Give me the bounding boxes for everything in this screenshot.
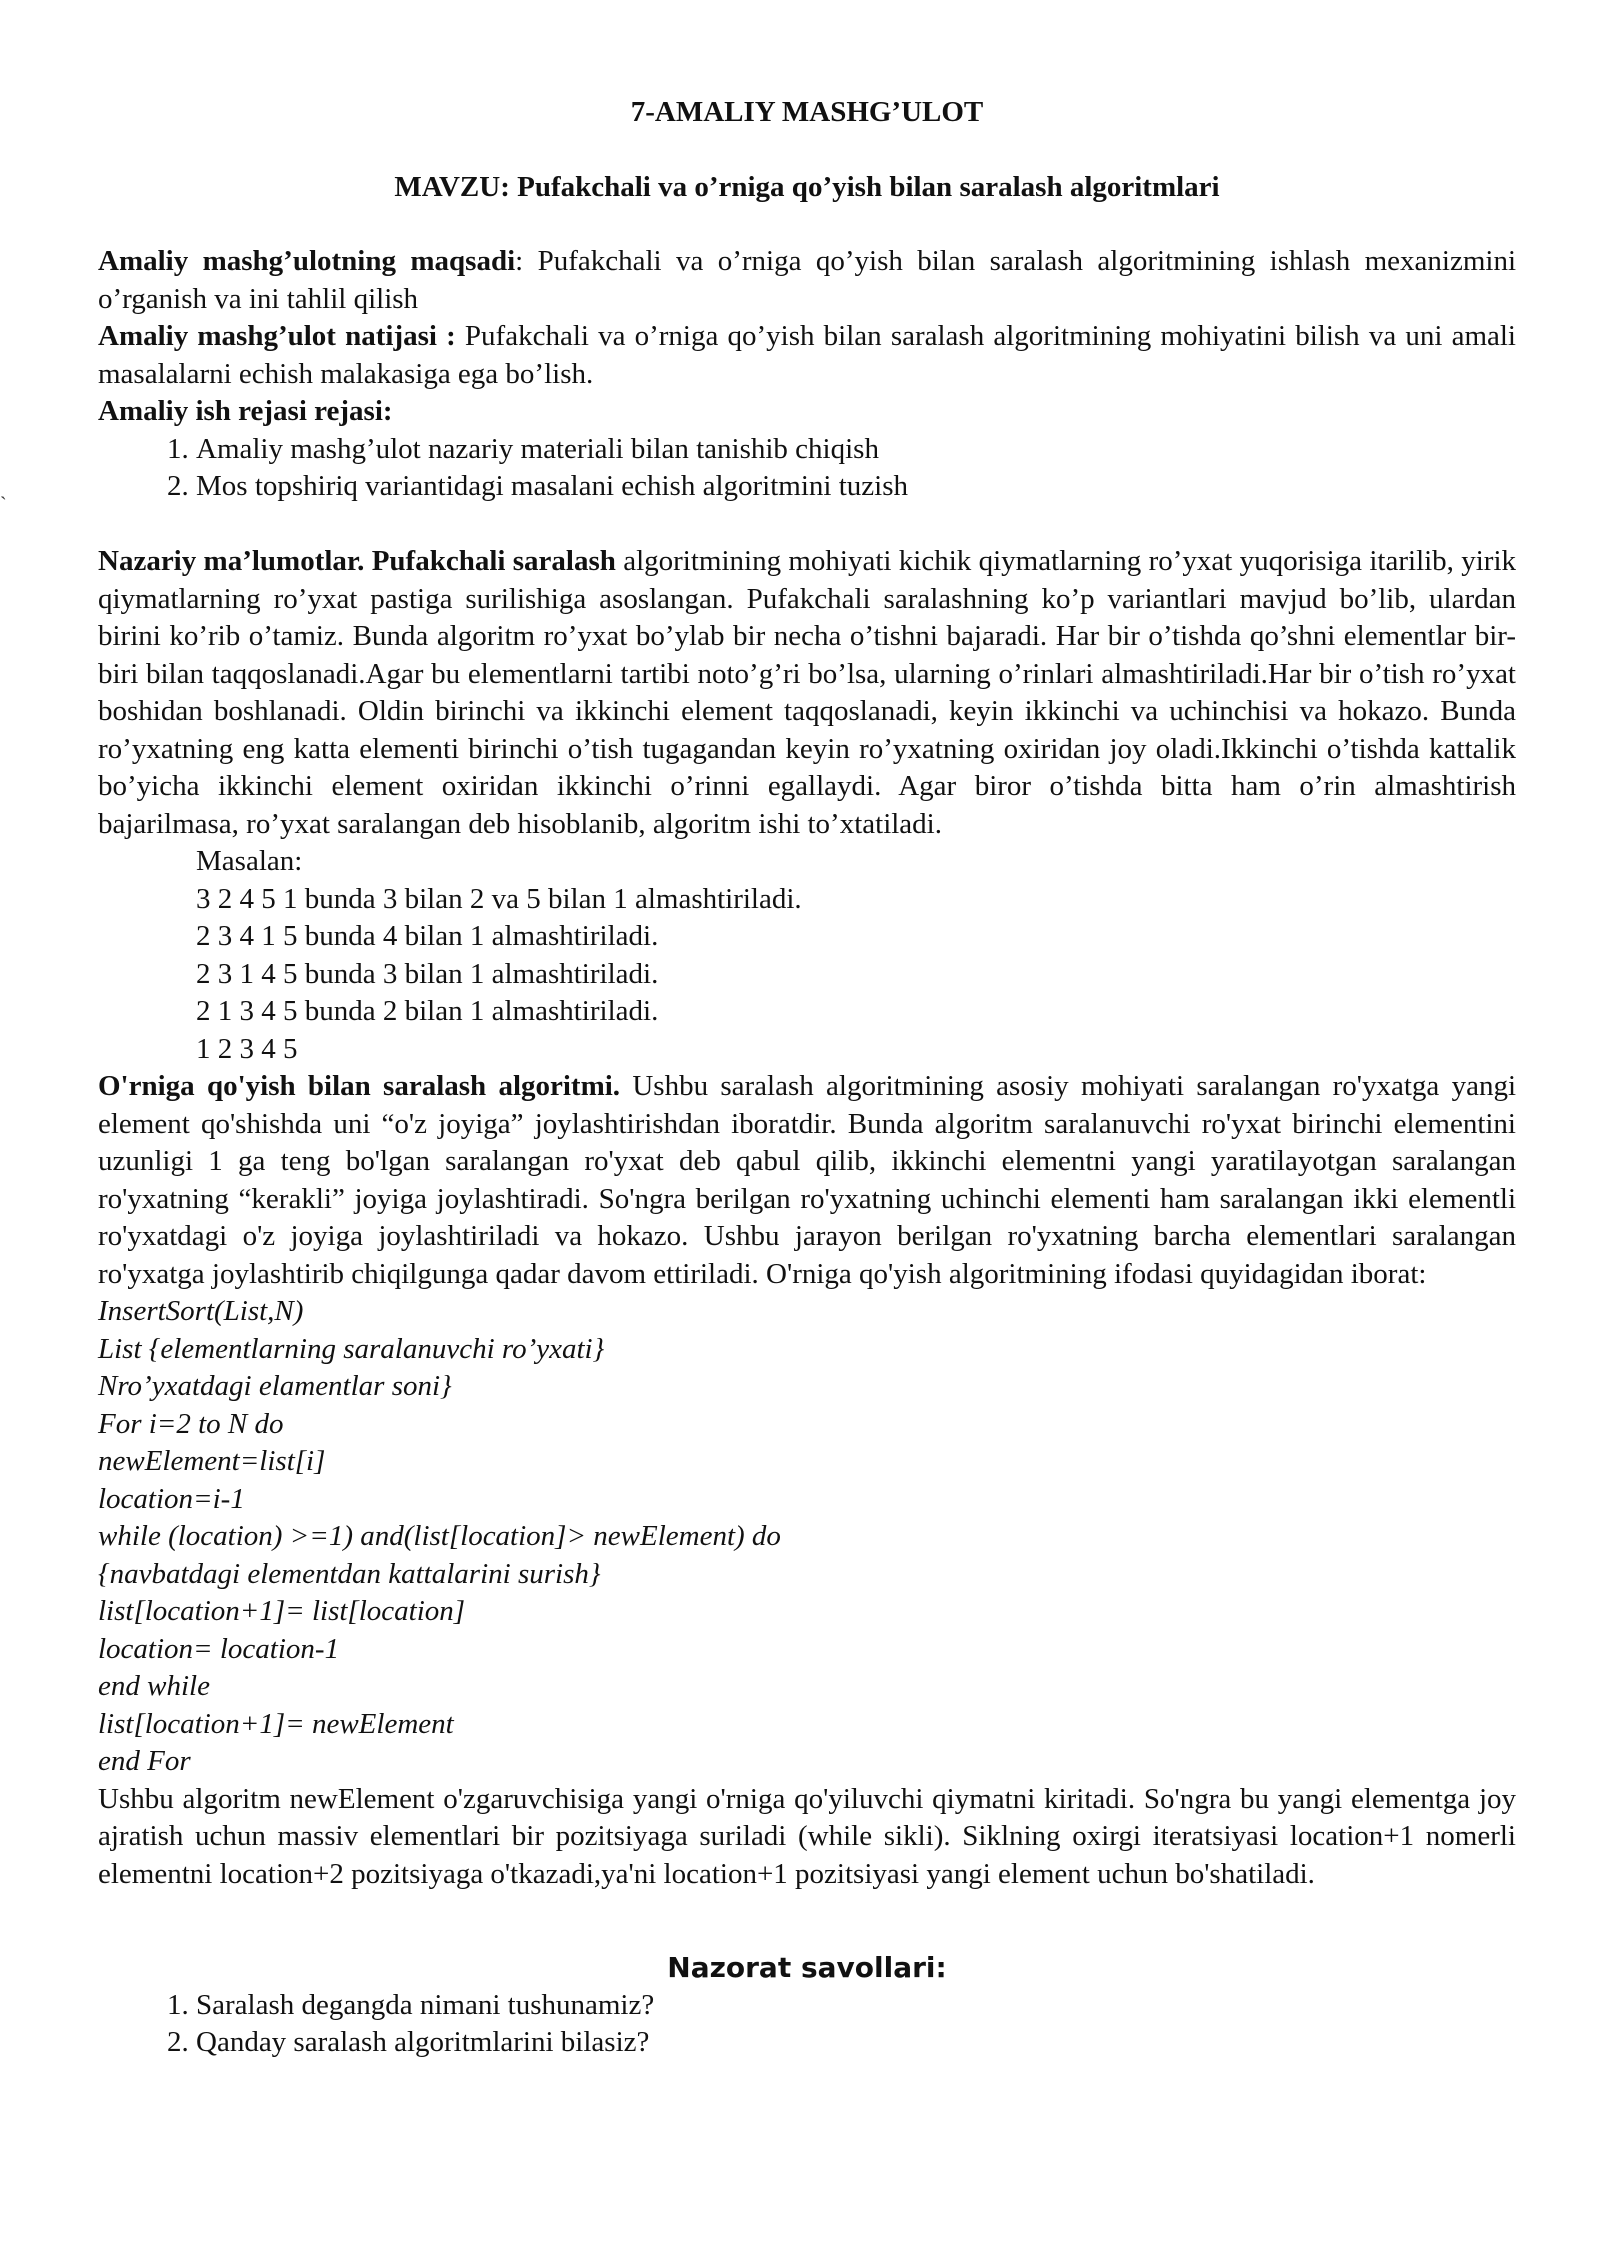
insertion-label: O'rniga qo'yish bilan saralash algoritmi. — [98, 1070, 621, 1102]
list-item: 1. Saralash degangda nimani tushunamiz? — [196, 1987, 1516, 2025]
topic-title: MAVZU: Pufakchali va o’rniga qo’yish bilan saralash algoritmlari — [394, 170, 1220, 203]
theory-paragraph — [98, 543, 1516, 843]
insertion-paragraph — [98, 1068, 1516, 1293]
code-line: Nro’yxatdagi elamentlar soni} — [98, 1370, 452, 1402]
example-block — [98, 843, 1516, 1068]
example-line: 2 3 1 4 5 bunda 3 bilan 1 almashtiriladi. — [196, 957, 659, 990]
goal-label: Amaliy mashg’ulotning maqsadi — [98, 245, 516, 277]
control-questions-list — [98, 1987, 1516, 2062]
code-line: list[location+1]= list[location] — [98, 1595, 466, 1627]
goal-paragraph — [98, 243, 1516, 318]
code-line: location= location-1 — [98, 1632, 340, 1665]
code-line: For i=2 to N do — [98, 1407, 284, 1440]
theory-text: algoritmining mohiyati kichik qiymatlarning ro’yxat yuqorisiga itarilib, yirik qiymatlarning ro’yxat pastiga surilishiga asoslangan. Pufakchali saralashning ko’p variantlari mavjud bo’lib, ulardan birini ko’rib o’tamiz. Bunda algoritm ro’yxat bo’ylab bir necha o’tishni bajaradi. Har bir o’tishda qo’shni elementlar bir-biri bilan taqqoslanadi.Agar bu elementlarni tartibi noto’g’ri bo’lsa, ularning o’rinlari almashtiriladi.Har bir o’tish ro’yxat boshidan boshlanadi. Oldin birinchi va ikkinchi element taqqoslanadi, keyin ikkinchi va uchinchisi va hokazo. Bunda ro’yxatning eng katta elementi birinchi o’tish tugagandan keyin ro’yxatning oxiridan joy oladi.Ikkinchi o’tishda kattalik bo’yicha ikkinchi element oxiridan ikkinchi o’rinni egallaydi. Agar biror o’tishda bitta ham o’rin almashtirish bajarilmasa, ro’yxat saralangan deb hisoblanib, algoritm ishi to’xtatiladi. — [98, 545, 1517, 840]
document-page — [98, 94, 1516, 2062]
example-line: 2 3 4 1 5 bunda 4 bilan 1 almashtiriladi. — [196, 920, 659, 952]
code-line: list[location+1]= newElement — [98, 1707, 454, 1740]
plan-list — [98, 431, 1516, 506]
control-questions-heading: Nazorat savollari: — [667, 1951, 947, 1984]
code-line: while (location) >=1) and(list[location]> newElement) do — [98, 1520, 781, 1552]
code-line: {navbatdagi elementdan kattalarini surish} — [98, 1557, 601, 1590]
goal-text: : Pufakchali va o’rniga qo’yish bilan saralash algoritmining ishlash mexanizmini o’rganish va ini tahlil qilish — [98, 245, 1517, 315]
list-item: 2. Qanday saralash algoritmlarini bilasiz? — [196, 2024, 1516, 2062]
result-label: Amaliy mashg’ulot natijasi : — [98, 320, 456, 352]
code-line: newElement=list[i] — [98, 1445, 326, 1477]
example-line: 3 2 4 5 1 bunda 3 bilan 2 va 5 bilan 1 almashtiriladi. — [196, 882, 802, 915]
code-line: List {elementlarning saralanuvchi ro’yxati} — [98, 1332, 605, 1365]
list-item: 1. Amaliy mashg’ulot nazariy materiali bilan tanishib chiqish — [196, 431, 1516, 469]
code-line: InsertSort(List,N) — [98, 1295, 304, 1327]
result-paragraph — [98, 318, 1516, 393]
page-title: 7-AMALIY MASHG’ULOT — [630, 96, 984, 128]
plan-label: Amaliy ish rejasi rejasi: — [98, 395, 393, 427]
example-line: 1 2 3 4 5 — [196, 1032, 298, 1065]
insertion-text: Ushbu saralash algoritmining asosiy mohiyati saralangan ro'yxatga yangi element qo'shishda uni “o'z joyiga” joylashtirishdan iboratdir. Bunda algoritm saralanuvchi ro'yxat birinchi elementini uzunligi 1 ga teng bo'lgan saralangan ro'yxat deb qabul qilib, ikkinchi elementni yangi yaratilayotgan saralangan ro'yxatning “kerakli” joyiga joylashtiradi. So'ngra berilgan ro'yxatning uchinchi elementi ham saralangan ikki elementli ro'yxatdagi o'z joyiga joylashtiriladi va hokazo. Ushbu jarayon berilgan ro'yxatning barcha elementlari saralangan ro'yxatga joylashtirib chiqilgunga qadar davom ettiriladi. O'rniga qo'yish algoritmining ifodasi quyidagidan iborat: — [98, 1070, 1517, 1290]
margin-mark: ˏ — [0, 478, 7, 500]
pseudocode-block — [98, 1293, 1516, 1781]
code-line: end For — [98, 1745, 191, 1777]
code-line: end while — [98, 1670, 210, 1702]
code-line: location=i-1 — [98, 1482, 245, 1515]
theory-label: Nazariy ma’lumotlar. — [98, 545, 365, 577]
list-item: 2. Mos topshiriq variantidagi masalani echish algoritmini tuzish — [196, 468, 1516, 506]
result-text: Pufakchali va o’rniga qo’yish bilan saralash algoritmining mohiyatini bilish va uni amali masalalarni echish malakasiga ega bo’lish. — [98, 320, 1516, 390]
plan-heading — [98, 393, 1516, 431]
explanation-paragraph: Ushbu algoritm newElement o'zgaruvchisiga yangi o'rniga qo'yiluvchi qiymatni kiritadi. So'ngra bu yangi elementga joy ajratish uchun massiv elementlari bir pozitsiyaga suriladi (while sikli). Siklning oxirgi iteratsiyasi location+1 nomerli elementni location+2 pozitsiyaga o'tkazadi,ya'ni location+1 pozitsiyasi yangi element uchun bo'shatiladi. — [98, 1782, 1516, 1890]
example-label: Masalan: — [196, 845, 303, 877]
bubble-sort-label: Pufakchali saralash — [371, 545, 616, 577]
example-line: 2 1 3 4 5 bunda 2 bilan 1 almashtiriladi. — [196, 995, 659, 1027]
